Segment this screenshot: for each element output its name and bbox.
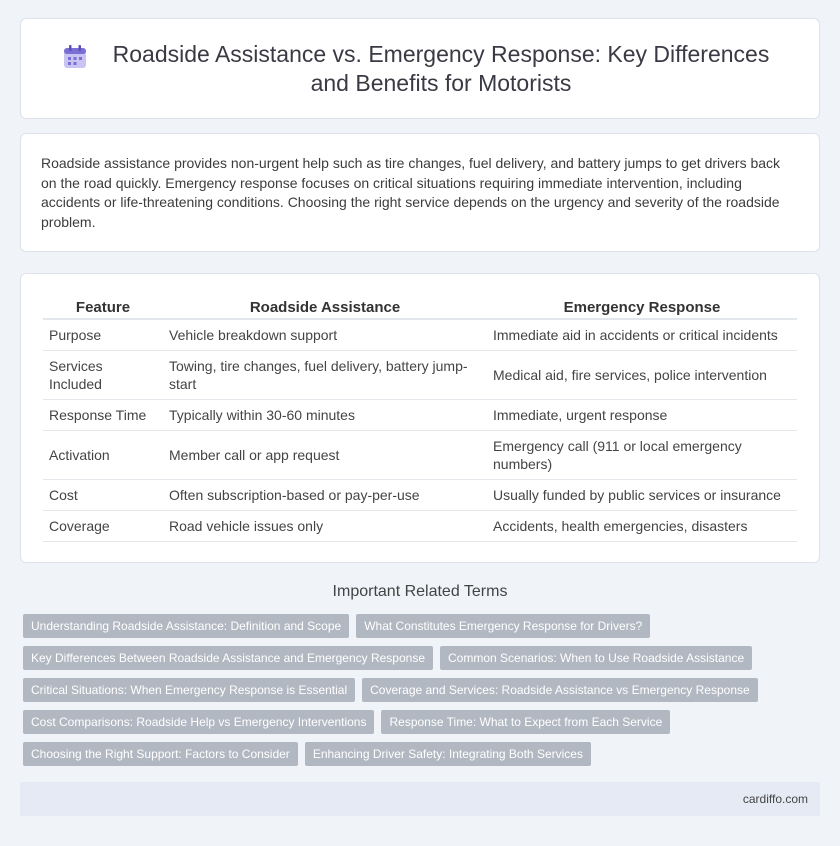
cell-emergency: Immediate aid in accidents or critical incidents <box>487 320 797 351</box>
cell-roadside: Towing, tire changes, fuel delivery, battery jump-start <box>163 351 487 400</box>
calendar-icon <box>61 43 89 71</box>
related-term-tag[interactable]: Critical Situations: When Emergency Response is Essential <box>23 678 355 702</box>
related-terms-list <box>23 614 813 766</box>
related-term-tag[interactable]: Response Time: What to Expect from Each Service <box>381 710 670 734</box>
cell-roadside: Often subscription-based or pay-per-use <box>163 480 487 511</box>
cell-roadside: Member call or app request <box>163 431 487 480</box>
table-header-row <box>43 296 797 320</box>
cell-feature: Cost <box>43 480 163 511</box>
header-feature: Feature <box>43 296 163 320</box>
related-term-tag[interactable]: Enhancing Driver Safety: Integrating Both Services <box>305 742 591 766</box>
cell-emergency: Immediate, urgent response <box>487 400 797 431</box>
cell-roadside: Road vehicle issues only <box>163 511 487 542</box>
cell-roadside: Typically within 30-60 minutes <box>163 400 487 431</box>
table-row <box>43 351 797 400</box>
page-title: Roadside Assistance vs. Emergency Response: Key Differences and Benefits for Motorists <box>112 40 770 96</box>
cell-emergency: Emergency call (911 or local emergency numbers) <box>487 431 797 480</box>
table-row <box>43 320 797 351</box>
cell-roadside: Vehicle breakdown support <box>163 320 487 351</box>
table-row <box>43 480 797 511</box>
cell-feature: Activation <box>43 431 163 480</box>
table-row <box>43 431 797 480</box>
table-row <box>43 400 797 431</box>
summary-card <box>20 133 820 252</box>
comparison-table <box>43 296 797 542</box>
cell-emergency: Usually funded by public services or insurance <box>487 480 797 511</box>
cell-emergency: Accidents, health emergencies, disasters <box>487 511 797 542</box>
cell-feature: Coverage <box>43 511 163 542</box>
cell-feature: Response Time <box>43 400 163 431</box>
header-emergency: Emergency Response <box>487 296 797 320</box>
footer-site-link[interactable]: cardiffo.com <box>742 792 808 806</box>
table-row <box>43 511 797 542</box>
related-term-tag[interactable]: Choosing the Right Support: Factors to Consider <box>23 742 298 766</box>
header-roadside: Roadside Assistance <box>163 296 487 320</box>
summary-text: Roadside assistance provides non-urgent help such as tire changes, fuel delivery, and battery jumps to get drivers back on the road quickly. Emergency response focuses on critical situations requiring immediate intervention, including accidents or life-threatening conditions. Choosing the right service depends on the urgency and severity of the roadside problem. <box>41 155 781 230</box>
cell-feature: Services Included <box>43 351 163 400</box>
related-term-tag[interactable]: Coverage and Services: Roadside Assistance vs Emergency Response <box>362 678 758 702</box>
related-term-tag[interactable]: Common Scenarios: When to Use Roadside Assistance <box>440 646 752 670</box>
cell-feature: Purpose <box>43 320 163 351</box>
related-term-tag[interactable]: Understanding Roadside Assistance: Definition and Scope <box>23 614 349 638</box>
header-card <box>20 18 820 119</box>
footer <box>20 782 820 816</box>
related-term-tag[interactable]: Cost Comparisons: Roadside Help vs Emergency Interventions <box>23 710 374 734</box>
cell-emergency: Medical aid, fire services, police intervention <box>487 351 797 400</box>
comparison-table-card <box>20 273 820 563</box>
related-term-tag[interactable]: Key Differences Between Roadside Assistance and Emergency Response <box>23 646 433 670</box>
related-term-tag[interactable]: What Constitutes Emergency Response for Drivers? <box>356 614 650 638</box>
related-terms-title: Important Related Terms <box>332 583 508 600</box>
